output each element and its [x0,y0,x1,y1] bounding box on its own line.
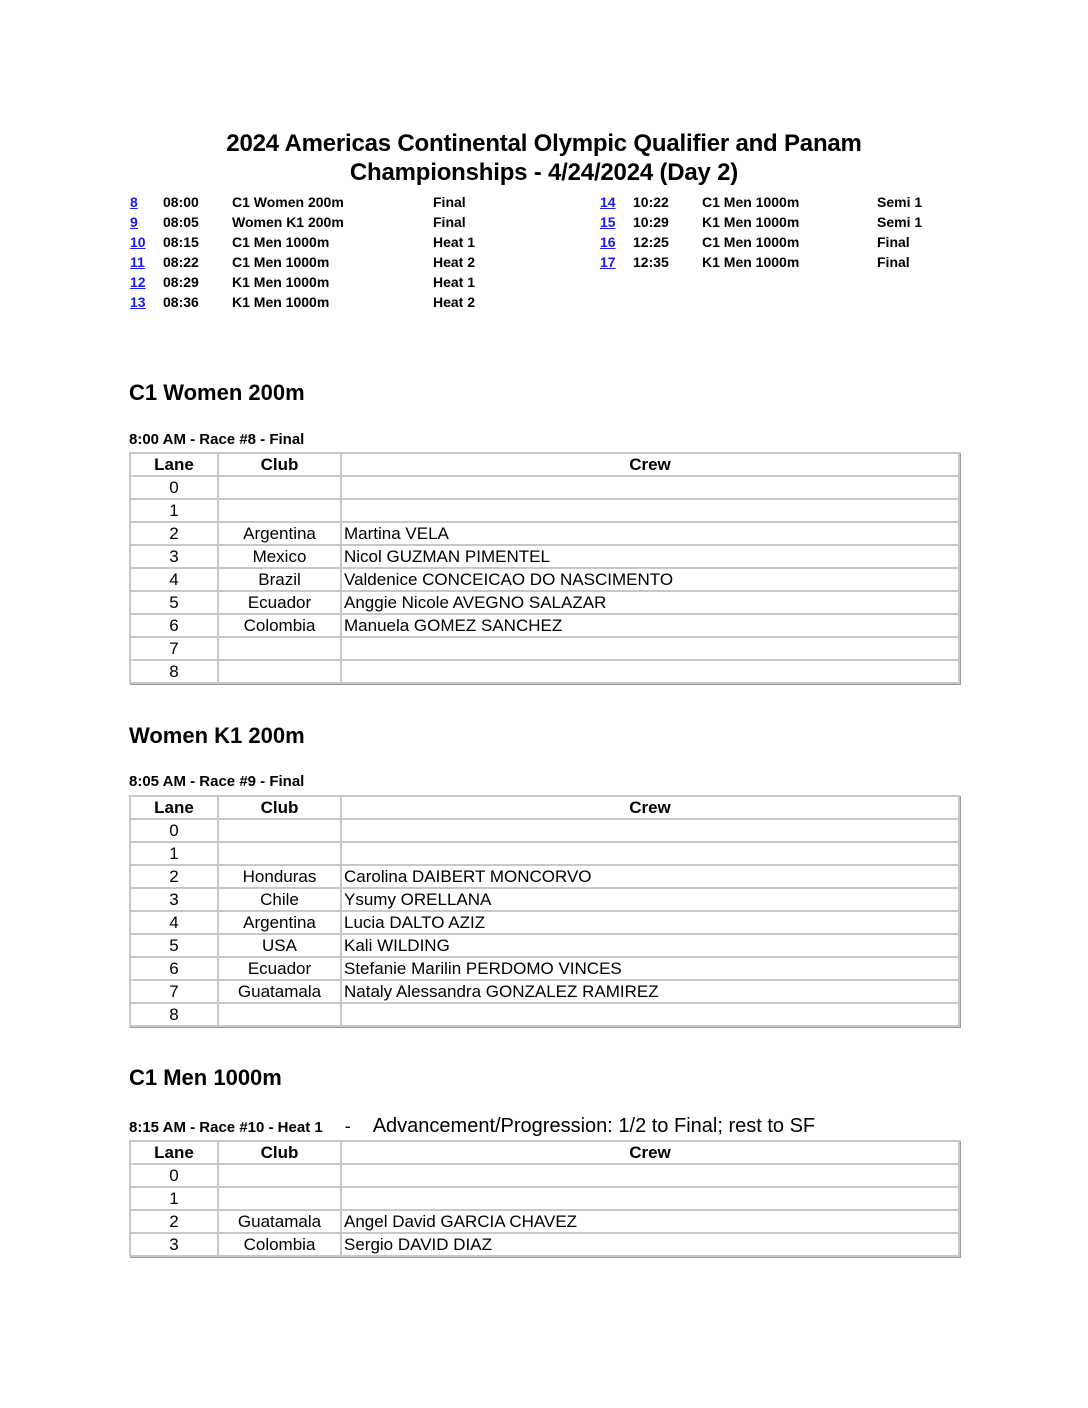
schedule-right [600,192,1020,272]
race-link[interactable]: 16 [600,234,616,250]
lane-cell: 2 [130,522,218,545]
race-info: 8:00 AM - Race #8 - Final [129,431,305,448]
lane-cell: 7 [130,980,218,1003]
table-row [130,934,959,957]
crew-cell [341,660,959,683]
header-lane: Lane [130,1141,218,1164]
race-separator: - [344,1116,351,1136]
table-row [130,568,959,591]
schedule-row [130,192,550,212]
club-cell: Colombia [218,1233,341,1256]
race-phase: Semi 1 [877,214,923,230]
race-heading [129,773,304,790]
lane-cell: 6 [130,957,218,980]
race-link[interactable]: 11 [130,254,145,270]
race-time: 08:15 [163,234,199,250]
race-phase: Heat 2 [433,254,476,270]
club-cell: Mexico [218,545,341,568]
crew-cell [341,842,959,865]
race-link[interactable]: 13 [130,294,146,310]
race-link[interactable]: 10 [130,234,146,250]
race-phase: Semi 1 [877,194,923,210]
club-cell [218,660,341,683]
crew-cell: Ysumy ORELLANA [341,888,959,911]
club-cell: Ecuador [218,591,341,614]
club-cell [218,1003,341,1026]
table-row [130,957,959,980]
table-row [130,522,959,545]
lane-cell: 8 [130,660,218,683]
lane-cell: 1 [130,499,218,522]
event-title: Women K1 200m [129,723,305,748]
race-time: 10:22 [633,194,669,210]
lane-cell: 5 [130,934,218,957]
club-cell [218,842,341,865]
race-link[interactable]: 8 [130,194,138,210]
race-phase: Heat 1 [433,274,476,290]
table-row [130,911,959,934]
schedule-row [600,192,1020,212]
table-row [130,1233,959,1256]
club-cell [218,1187,341,1210]
lane-table [129,795,960,1027]
crew-cell: Lucia DALTO AZIZ [341,911,959,934]
table-row [130,819,959,842]
crew-cell: Manuela GOMEZ SANCHEZ [341,614,959,637]
crew-cell: Angel David GARCIA CHAVEZ [341,1210,959,1233]
race-heading [129,431,304,448]
header-crew: Crew [341,1141,959,1164]
schedule-left [130,192,550,312]
header-crew: Crew [341,453,959,476]
race-event: C1 Men 1000m [702,234,800,250]
crew-cell [341,1003,959,1026]
club-cell: Argentina [218,911,341,934]
crew-cell: Nicol GUZMAN PIMENTEL [341,545,959,568]
club-cell: Colombia [218,614,341,637]
lane-cell: 2 [130,1210,218,1233]
advancement-note: Advancement/Progression: 1/2 to Final; rest to SF [372,1115,816,1137]
table-row [130,499,959,522]
lane-table [129,452,960,684]
table-row [130,476,959,499]
lane-cell: 3 [130,545,218,568]
table-header-row [130,796,959,819]
header-lane: Lane [130,453,218,476]
lane-cell: 1 [130,842,218,865]
club-cell: Guatamala [218,1210,341,1233]
race-phase: Final [433,194,466,210]
race-link[interactable]: 9 [130,214,138,230]
table-row [130,1187,959,1210]
race-time: 08:29 [163,274,199,290]
table-row [130,591,959,614]
table-row [130,1164,959,1187]
header-club: Club [218,1141,341,1164]
header-club: Club [218,453,341,476]
event-title: C1 Men 1000m [129,1065,282,1090]
crew-cell: Carolina DAIBERT MONCORVO [341,865,959,888]
event-title: C1 Women 200m [129,380,305,405]
crew-cell [341,499,959,522]
race-time: 10:29 [633,214,669,230]
race-link[interactable]: 14 [600,194,616,210]
schedule-row [130,212,550,232]
header-crew: Crew [341,796,959,819]
race-link[interactable]: 17 [600,254,616,270]
crew-cell [341,637,959,660]
schedule-row [130,252,550,272]
club-cell [218,499,341,522]
crew-cell: Nataly Alessandra GONZALEZ RAMIREZ [341,980,959,1003]
club-cell: Ecuador [218,957,341,980]
race-phase: Final [433,214,466,230]
race-event: C1 Women 200m [232,194,344,210]
crew-cell [341,1164,959,1187]
club-cell [218,819,341,842]
race-phase: Final [877,254,910,270]
club-cell: Argentina [218,522,341,545]
table-row [130,637,959,660]
race-time: 08:22 [163,254,199,270]
race-event: C1 Men 1000m [232,234,330,250]
schedule-row [130,272,550,292]
race-time: 08:05 [163,214,199,230]
table-row [130,1210,959,1233]
schedule-row [600,252,1020,272]
lane-cell: 0 [130,476,218,499]
race-heading [129,1115,815,1138]
race-event: K1 Men 1000m [702,214,800,230]
lane-cell: 3 [130,1233,218,1256]
header-lane: Lane [130,796,218,819]
club-cell: Guatamala [218,980,341,1003]
race-link[interactable]: 15 [600,214,616,230]
table-row [130,614,959,637]
race-link[interactable]: 12 [130,274,146,290]
schedule-row [130,292,550,312]
table-header-row [130,1141,959,1164]
title-line-1: 2024 Americas Continental Olympic Qualifier and Panam [226,130,862,157]
crew-cell [341,476,959,499]
schedule-row [130,232,550,252]
race-phase: Heat 1 [433,234,476,250]
table-row [130,980,959,1003]
table-row [130,1003,959,1026]
page-title [0,129,1088,187]
club-cell: Honduras [218,865,341,888]
race-phase: Final [877,234,910,250]
race-phase: Heat 2 [433,294,476,310]
race-info: 8:05 AM - Race #9 - Final [129,773,305,790]
crew-cell: Anggie Nicole AVEGNO SALAZAR [341,591,959,614]
crew-cell: Valdenice CONCEICAO DO NASCIMENTO [341,568,959,591]
race-time: 12:25 [633,234,669,250]
schedule-row [600,212,1020,232]
race-time: 08:00 [163,194,199,210]
lane-cell: 8 [130,1003,218,1026]
crew-cell: Stefanie Marilin PERDOMO VINCES [341,957,959,980]
lane-cell: 7 [130,637,218,660]
lane-table [129,1140,960,1257]
crew-cell [341,819,959,842]
lane-cell: 2 [130,865,218,888]
lane-cell: 0 [130,1164,218,1187]
race-event: K1 Men 1000m [702,254,800,270]
club-cell [218,637,341,660]
club-cell: Chile [218,888,341,911]
crew-cell [341,1187,959,1210]
race-info: 8:15 AM - Race #10 - Heat 1 [129,1119,323,1136]
race-event: K1 Men 1000m [232,274,330,290]
table-row [130,888,959,911]
club-cell: USA [218,934,341,957]
table-row [130,660,959,683]
lane-cell: 1 [130,1187,218,1210]
race-event: K1 Men 1000m [232,294,330,310]
crew-cell: Martina VELA [341,522,959,545]
schedule-row [600,232,1020,252]
lane-cell: 3 [130,888,218,911]
lane-cell: 0 [130,819,218,842]
club-cell [218,476,341,499]
lane-cell: 4 [130,568,218,591]
race-time: 08:36 [163,294,199,310]
race-event: C1 Men 1000m [702,194,800,210]
race-event: C1 Men 1000m [232,254,330,270]
table-row [130,545,959,568]
club-cell [218,1164,341,1187]
table-row [130,865,959,888]
race-event: Women K1 200m [232,214,344,230]
lane-cell: 5 [130,591,218,614]
table-header-row [130,453,959,476]
crew-cell: Kali WILDING [341,934,959,957]
crew-cell: Sergio DAVID DIAZ [341,1233,959,1256]
header-club: Club [218,796,341,819]
title-line-2: Championships - 4/24/2024 (Day 2) [349,159,739,186]
lane-cell: 6 [130,614,218,637]
club-cell: Brazil [218,568,341,591]
race-time: 12:35 [633,254,669,270]
lane-cell: 4 [130,911,218,934]
table-row [130,842,959,865]
